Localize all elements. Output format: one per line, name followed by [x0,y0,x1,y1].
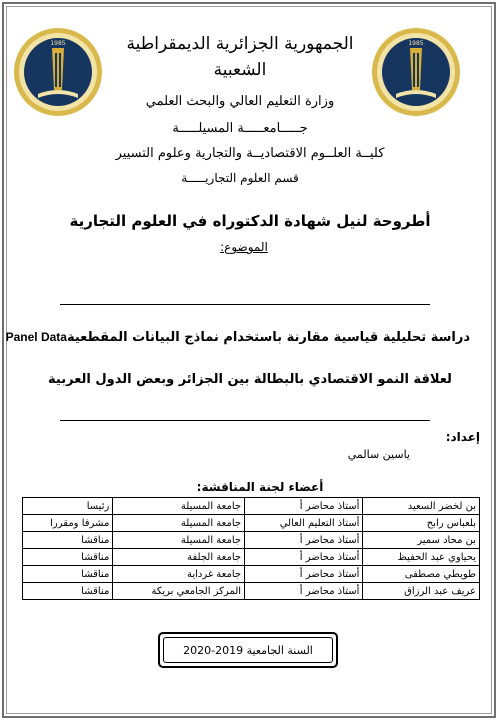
subject-label: الموضوع: [220,240,268,254]
member-role: مناقشا [23,532,113,549]
topic-line2: لعلاقة النمو الاقتصادي بالبطالة بين الجزائر وبعض الدول العربية [48,372,452,387]
committee-table [22,497,480,600]
university-crest-icon [370,26,462,118]
committee-label: أعضاء لجنة المناقشة: [196,480,324,494]
member-institution: جامعة غرداية [113,566,245,583]
header-faculty: كليــة العلــوم الاقتصاديــة والتجارية وعلوم التسيير [115,146,385,161]
header-republic-line1: الجمهورية الجزائرية الديمقراطية [126,34,354,54]
topic-line1 [5,330,470,345]
member-role: مناقشا [23,549,113,566]
member-role: مناقشا [23,566,113,583]
member-role: مشرفا ومقررا [23,515,113,532]
divider-top [60,304,430,305]
academic-year-box [158,632,338,668]
table-row [23,583,480,600]
member-institution: جامعة المسيلة [113,515,245,532]
member-role: رئيسا [23,498,113,515]
topic-line1-arabic: دراسة تحليلية قياسية مقارنة باستخدام نماذج البيانات المقطعية [66,330,470,345]
header-department: قسم العلوم التجاريـــــة [181,171,299,185]
member-rank: أستاذ محاضر أ [245,532,363,549]
header-ministry: وزارة التعليم العالي والبحث العلمي [145,94,335,109]
prepared-by-label: إعداد: [445,430,480,444]
author-name: ياسين سالمي [347,448,410,461]
member-role: مناقشا [23,583,113,600]
member-rank: أستاذ محاضر أ [245,583,363,600]
member-name: عريف عبد الرزاق [363,583,480,600]
member-name: بن محاد سمير [363,532,480,549]
table-row [23,566,480,583]
header-republic-line2: الشعبية [213,60,267,80]
academic-year-text: السنة الجامعية 2019-2020 [163,637,333,663]
member-institution: جامعة الجلفة [113,549,245,566]
member-rank: أستاذ محاضر أ [245,498,363,515]
header-university: جـــــامعـــــة المسيلـــــة [172,121,308,136]
topic-line1-latin: Panel Data [5,330,67,344]
member-rank: أستاذ محاضر أ [245,549,363,566]
crest-year-text: 1985 [50,40,66,47]
table-row [23,549,480,566]
member-institution: جامعة المسيلة [113,498,245,515]
member-rank: أستاذ محاضر أ [245,566,363,583]
crest-year-text: 1985 [408,40,424,47]
thesis-title: أطروحة لنيل شهادة الدكتوراه في العلوم التجارية [69,212,431,230]
university-crest-icon [12,26,104,118]
table-row [23,532,480,549]
member-name: بلعباس رابح [363,515,480,532]
member-name: بن لخضر السعيد [363,498,480,515]
member-name: طويطي مصطفى [363,566,480,583]
table-row [23,515,480,532]
divider-bottom [60,420,430,421]
member-name: يحياوي عبد الحفيظ [363,549,480,566]
member-institution: المركز الجامعي بريكة [113,583,245,600]
member-rank: أستاذ التعليم العالي [245,515,363,532]
member-institution: جامعة المسيلة [113,532,245,549]
table-row [23,498,480,515]
